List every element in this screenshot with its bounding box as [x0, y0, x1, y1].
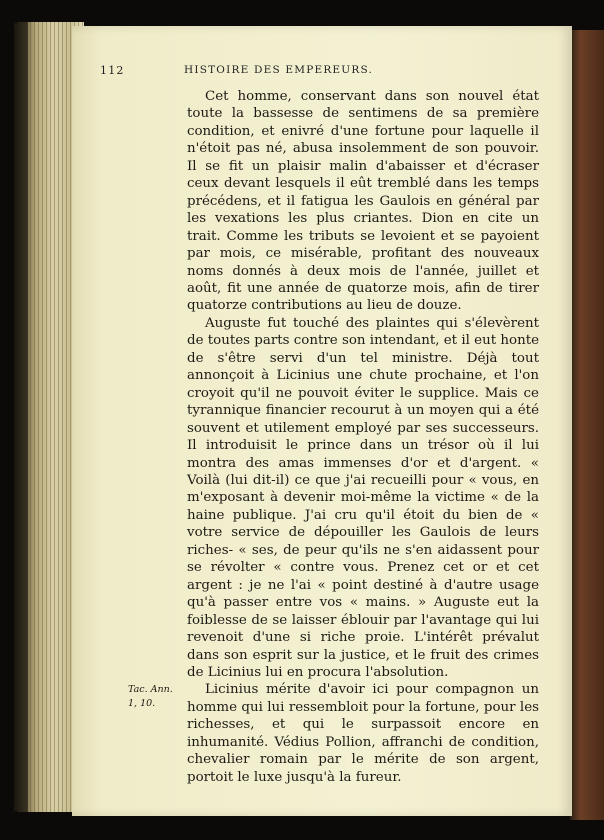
back-cover — [570, 30, 604, 820]
citation-reference: 1, 10. — [128, 698, 156, 709]
citation-source: Tac. Ann. — [128, 684, 173, 695]
body-text — [187, 88, 539, 786]
running-title: HISTOIRE DES EMPEREURS. — [184, 64, 374, 76]
page-header — [100, 60, 450, 80]
book-spine — [14, 22, 28, 812]
margin-citation — [128, 683, 188, 711]
paragraph-3: Licinius mérite d'avoir ici pour compagnon un homme qui lui ressembloit pour la fortune, pour les richesses, et qui le surpassoit encore en inhumanité. Védius Pollion, affranchi de condition, chevalier romain par le mérite de son argent, portoit le luxe jusqu'à la fureur. — [187, 682, 539, 785]
paragraph-2: Auguste fut touché des plaintes qui s'élevèrent de toutes parts contre son intendant, et il eut honte de s'être servi d'un tel ministre. Déjà tout annonçoit à Licinius une chute prochaine, et l'on croyoit qu'il ne pouvoit éviter le supplice. Mais ce tyrannique financier recourut à un moyen qui a été souvent et utilement employé par ses successeurs. Il introduisit le prince dans un trésor où il lui montra des amas immenses d'or et d'argent. « Voilà (lui dit-il) ce que j'ai recueilli pour « vous, en m'exposant à devenir moi-même la victime « de la haine publique. J'ai cru qu'il étoit du bien de « votre service de dépouiller les Gaulois de leurs riches- « ses, de peur qu'ils ne s'en aidassent pour se révolter « contre vous. Prenez cet or et cet argent : je ne l'ai « point destiné à d'autre usage qu'à passer entre vos « mains. » Auguste eut la foiblesse de se laisser éblouir par l'avantage qui lui revenoit d'une si riche proie. L'intérêt prévalut dans son esprit sur la justice, et le fruit des crimes de Licinius lui en procura l'absolution. — [187, 315, 539, 680]
page-number: 112 — [100, 64, 125, 77]
paragraph-1: Cet homme, conservant dans son nouvel état toute la bassesse de sentimens de sa première condition, et enivré d'une fortune pour laquelle il n'étoit pas né, abusa insolemment de son pouvoir. Il se fit un plaisir malin d'abaisser et d'écraser ceux devant lesquels il eût tremblé dans les temps précédens, et il fatigua les Gaulois en général par les vexations les plus criantes. Dion en cite un trait. Comme les tributs se levoient et se payoient par mois, ce misérable, profitant des nouveaux noms donnés à deux mois de l'année, juillet et août, fit une année de quatorze mois, afin de tirer quatorze contributions au lieu de douze. — [187, 89, 539, 314]
